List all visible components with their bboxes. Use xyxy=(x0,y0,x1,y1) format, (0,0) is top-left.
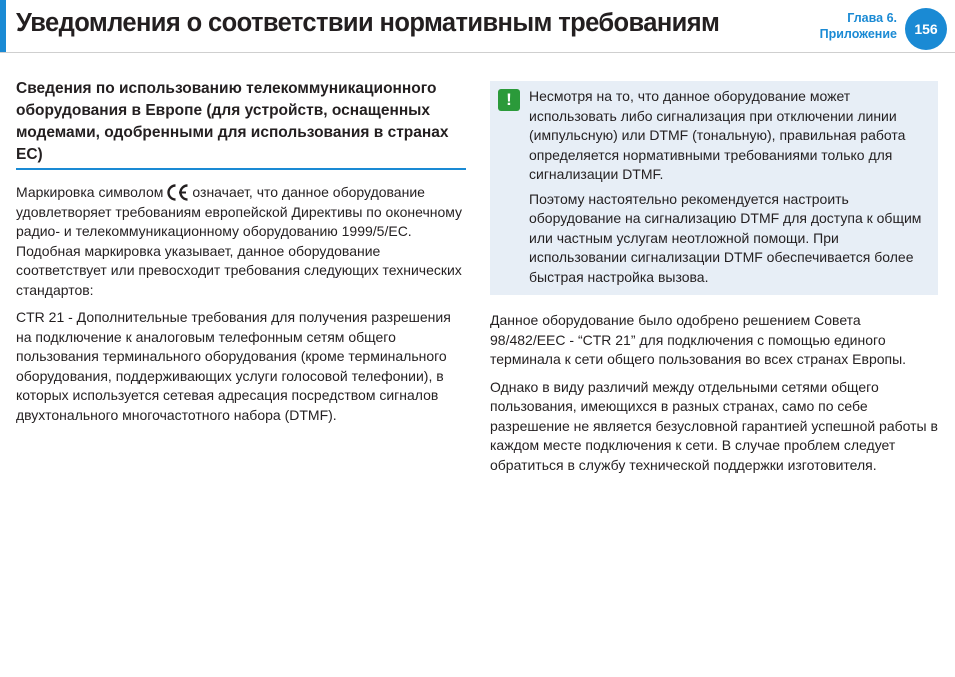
ce-text-after: означает, что данное оборудование удовлетворяет требованиям европейской Директивы по оконечному радио- и телекоммуникационному оборудованию 1999/5/ЕС. Подобная маркировка указывает, данное оборудование соответствует или превосходит требования следующих технических стандартов: xyxy=(16,184,463,298)
disclaimer-paragraph: Однако в виду различий между отдельными сетями общего пользования, имеющихся в разных странах, само по себе разрешение не является безусловной гарантией успешной работы в каждом месте подключения к сети. В случае проблем следует обратиться в службу технической поддержки изготовителя. xyxy=(490,378,938,473)
chapter-number: Глава 6. xyxy=(847,11,897,25)
chapter-name: Приложение xyxy=(819,27,897,41)
note-box xyxy=(490,81,938,295)
page-title: Уведомления о соответствии нормативным требованиям xyxy=(16,9,720,37)
chapter-label xyxy=(820,10,897,42)
ce-mark-icon xyxy=(165,184,189,201)
ctr21-paragraph: CTR 21 - Дополнительные требования для получения разрешения на подключение к аналоговым телефонным сетям общего пользования терминального оборудования (кроме терминального оборудования, поддерживающих услуги голосовой телефонии), в которых используется сетевая адресация посредством сигналов двухтонального многочастотного набора (DTMF). xyxy=(16,309,451,423)
page-number-badge: 156 xyxy=(905,8,947,50)
right-column xyxy=(490,81,938,475)
approval-paragraph: Данное оборудование было одобрено решением Совета 98/482/EEC - “CTR 21” для подключения с помощью единого терминала к сети общего пользования во всех странах Европы. xyxy=(490,312,907,367)
section-heading: Сведения по использованию телекоммуникационного оборудования в Европе (для устройств, оснащенных модемами, одобренными для использования в странах ЕС) xyxy=(16,78,466,170)
ce-text-before: Маркировка символом xyxy=(16,184,164,200)
left-column xyxy=(16,78,466,425)
exclamation-icon: ! xyxy=(498,89,520,111)
header-divider xyxy=(0,52,955,53)
note-paragraph-2: Поэтому настоятельно рекомендуется настроить оборудование на сигнализацию DTMF для доступа к общим или частным услугам неотложной помощи. При использовании сигнализации DTMF обеспечивается более быстрая настройка вызова. xyxy=(529,190,922,285)
header-accent-bar xyxy=(0,0,6,52)
ce-marking-paragraph xyxy=(16,183,466,300)
note-paragraph-1: Несмотря на то, что данное оборудование может использовать либо сигнализация при отключении линии (импульсную) или DTMF (тональную), правильная работа определяется нормативными требованиями только для сигнализации DTMF. xyxy=(529,88,906,182)
